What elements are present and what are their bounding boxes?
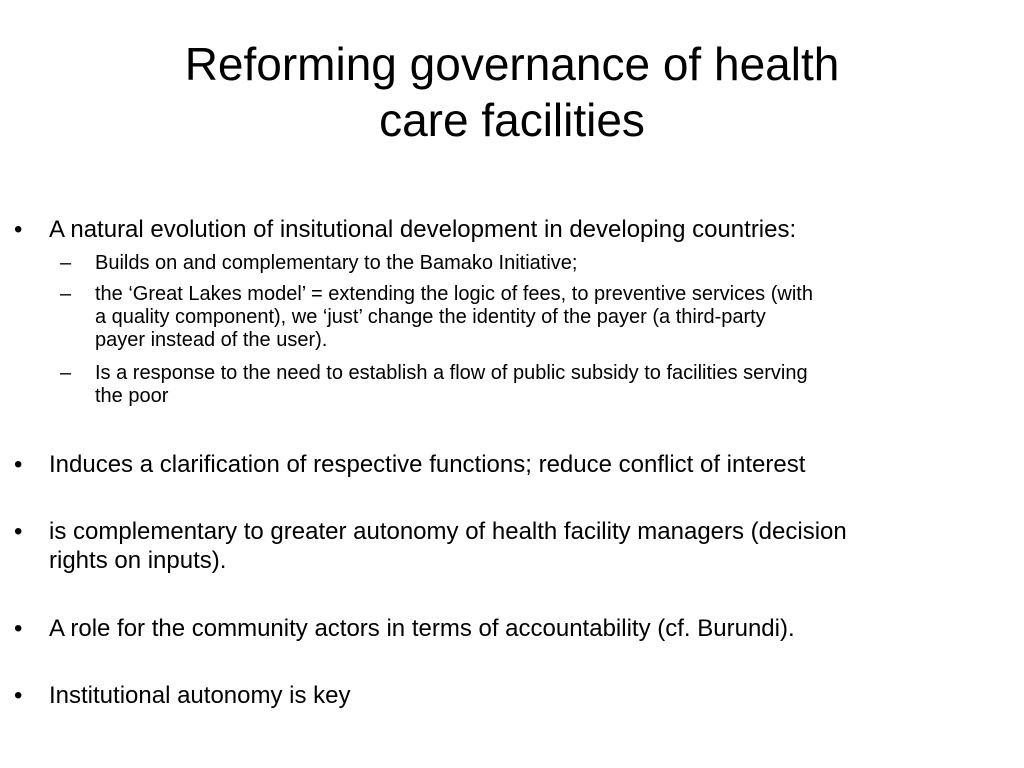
sub-bullet-text — [95, 252, 1020, 275]
bullet-marker: • — [14, 682, 23, 709]
sub-bullet-marker: – — [60, 283, 72, 305]
sub-bullet-text — [95, 283, 1020, 352]
bullet-text: A role for the community actors in terms of accountability (cf. Burundi). — [49, 615, 795, 642]
bullet-line: rights on inputs). — [49, 547, 227, 574]
bullet-marker: • — [14, 216, 23, 243]
bullet-text: Institutional autonomy is key — [49, 682, 351, 709]
sub-bullet-line: a quality component), we ‘just’ change the identity of the payer (a third-party — [95, 306, 766, 328]
sub-bullet-text — [95, 362, 1020, 408]
bullet-text — [49, 517, 1019, 575]
slide-title-line-1: Reforming governance of health — [184, 38, 840, 90]
sub-bullet-line: the ‘Great Lakes model’ = extending the logic of fees, to preventive services (with — [95, 283, 813, 305]
slide-title — [60, 36, 964, 148]
sub-bullet-line: payer instead of the user). — [95, 329, 328, 351]
slide-title-line-2: care facilities — [379, 94, 645, 146]
bullet-text: A natural evolution of insitutional development in developing countries: — [49, 216, 797, 243]
sub-bullet-line: Is a response to the need to establish a flow of public subsidy to facilities serving — [95, 362, 808, 384]
bullet-line: is complementary to greater autonomy of health facility managers (decision — [49, 518, 847, 545]
sub-bullet-marker: – — [60, 362, 72, 384]
bullet-marker: • — [14, 615, 23, 642]
bullet-marker: • — [14, 518, 23, 545]
sub-bullet-marker: – — [60, 252, 72, 274]
bullet-text: Induces a clarification of respective functions; reduce conflict of interest — [49, 451, 806, 478]
sub-bullet-line: Builds on and complementary to the Bamako Initiative; — [95, 252, 578, 274]
sub-bullet-line: the poor — [95, 385, 169, 407]
bullet-marker: • — [14, 451, 23, 478]
